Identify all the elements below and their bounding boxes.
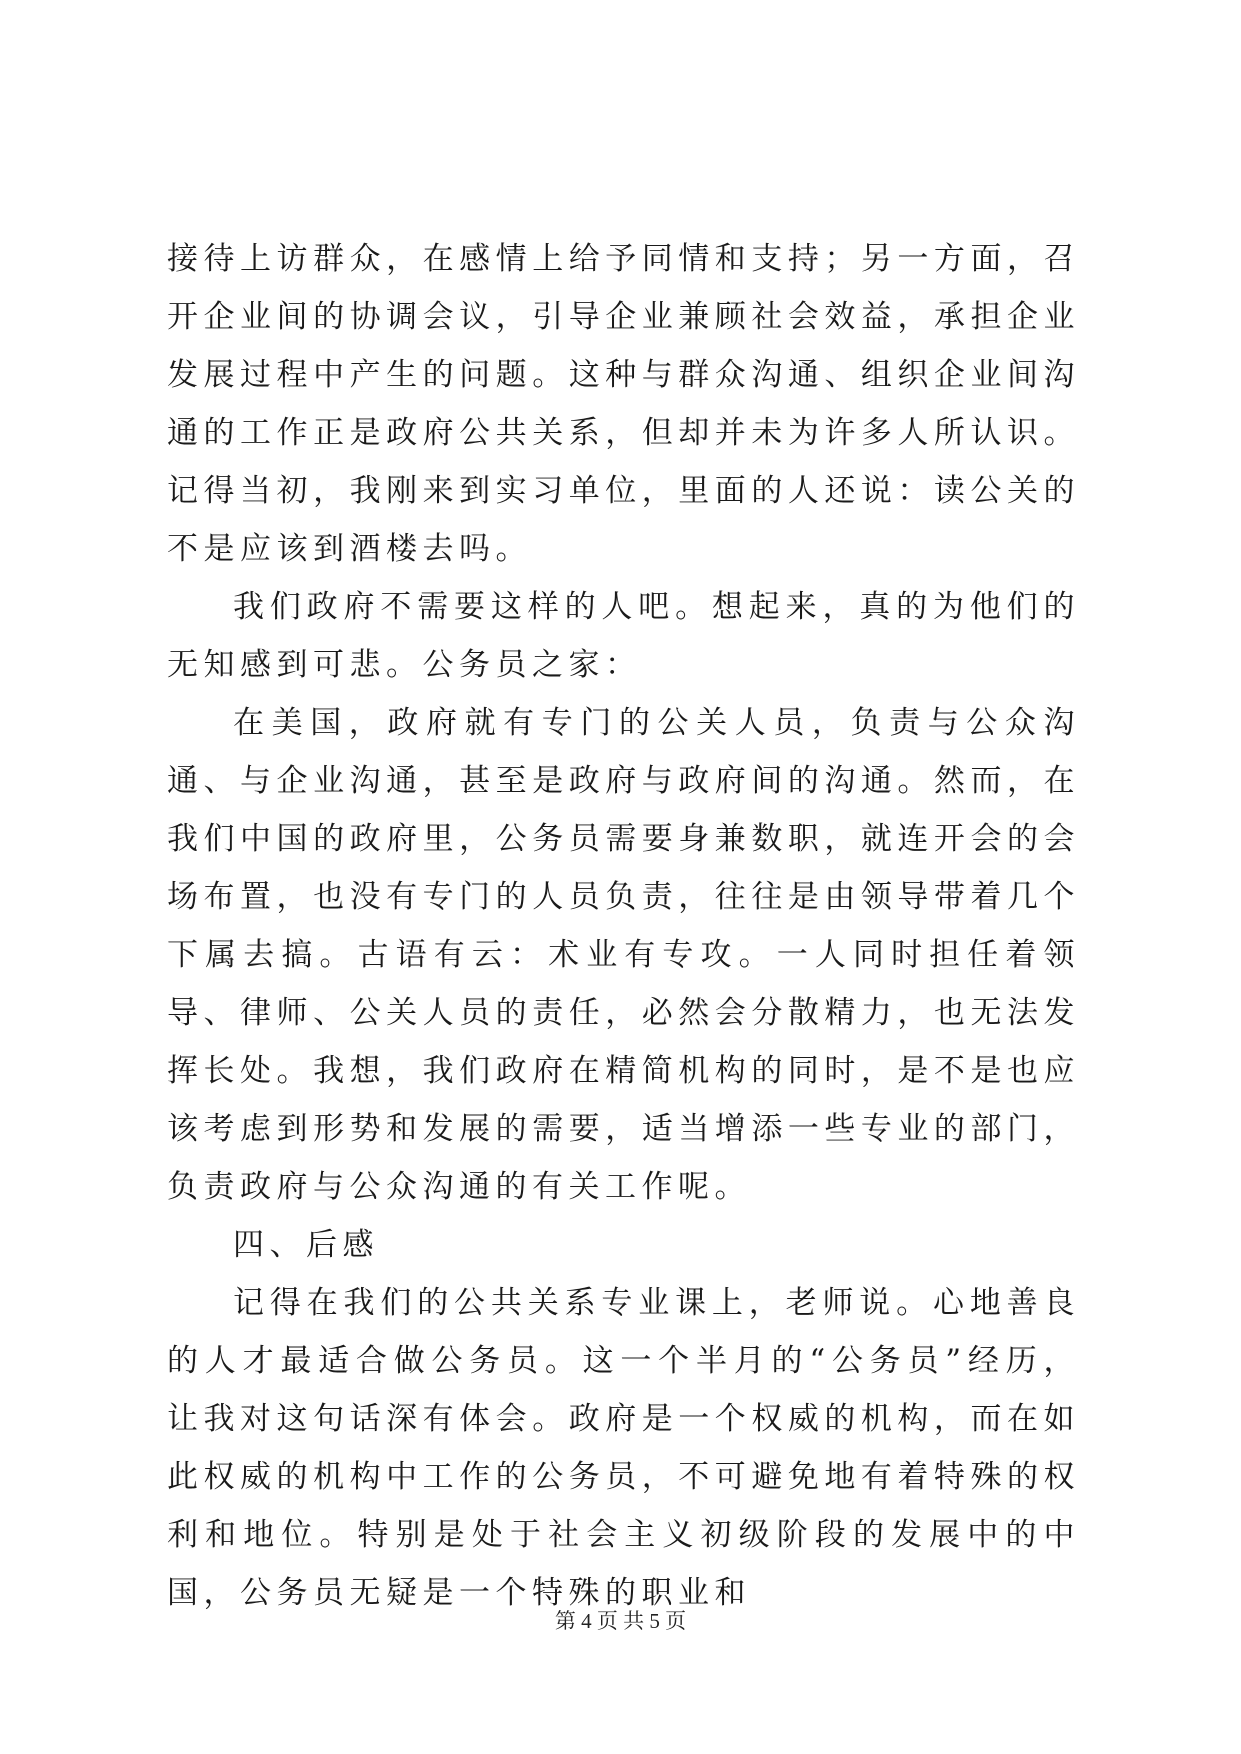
document-body [167, 230, 1080, 1622]
paragraph-4: 记得在我们的公共关系专业课上，老师说。心地善良的人才最适合做公务员。这一个半月的“公务员”经历，让我对这句话深有体会。政府是一个权威的机构，而在如此权威的机构中工作的公务员，不可避免地有着特殊的权利和地位。特别是处于社会主义初级阶段的发展中的中国，公务员无疑是一个特殊的职业和 [167, 1285, 1080, 1611]
paragraph-3: 在美国，政府就有专门的公关人员，负责与公众沟通、与企业沟通，甚至是政府与政府间的沟通。然而，在我们中国的政府里，公务员需要身兼数职，就连开会的会场布置，也没有专门的人员负责，往往是由领导带着几个下属去搞。古语有云：术业有专攻。一人同时担任着领导、律师、公关人员的责任，必然会分散精力，也无法发挥长处。我想，我们政府在精简机构的同时，是不是也应该考虑到形势和发展的需要，适当增添一些专业的部门，负责政府与公众沟通的有关工作呢。 [167, 705, 1080, 1205]
paragraph-2: 我们政府不需要这样的人吧。想起来，真的为他们的无知感到可悲。公务员之家： [167, 589, 1080, 683]
paragraph-1: 接待上访群众，在感情上给予同情和支持；另一方面，召开企业间的协调会议，引导企业兼顾社会效益，承担企业发展过程中产生的问题。这种与群众沟通、组织企业间沟通的工作正是政府公共关系，但却并未为许多人所认识。记得当初，我刚来到实习单位，里面的人还说：读公关的不是应该到酒楼去吗。 [167, 241, 1080, 567]
section-heading: 四、后感 [233, 1227, 379, 1263]
page-number-footer: 第 4 页 共 5 页 [554, 1609, 687, 1633]
